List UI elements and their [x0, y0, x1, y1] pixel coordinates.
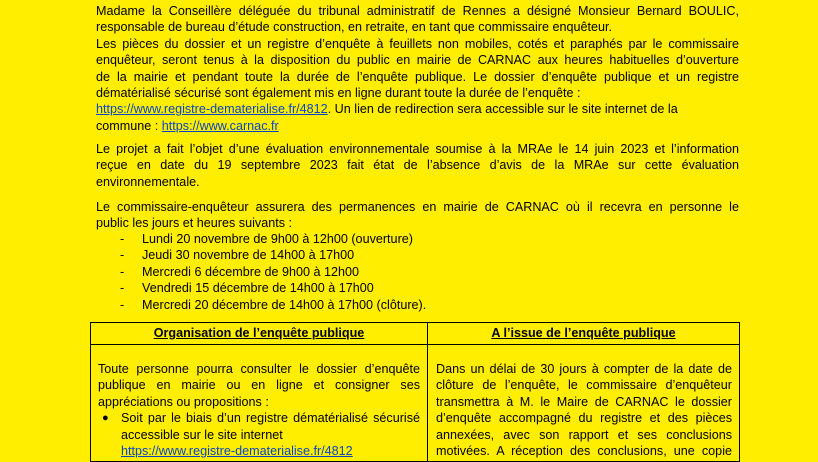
text-line: enquêteur, seront tenus à la disposition du public en mairie de CARNAC aux heures habituelles d’ouverture — [96, 53, 739, 68]
text-line: appréciations ou propositions : — [98, 394, 269, 409]
text-line: Le projet a fait l’objet d’une évaluation environnementale soumise à la MRAe le 14 juin 2023 et l’information — [96, 142, 739, 156]
left-column-header: Organisation de l’enquête publique — [153, 326, 365, 340]
text-fragment: . Un lien de redirection sera accessible sur le site internet de la — [327, 102, 678, 117]
text-line: Le commissaire-enquêteur assurera des permanences en mairie de CARNAC où il recevra en personne le — [96, 200, 739, 214]
text-fragment: commune : — [96, 118, 162, 133]
list-item: - Mercredi 6 décembre de 9h00 à 12h00 — [96, 264, 426, 280]
text-line: Soit par le biais d’un registre dématérialisé sécurisé — [121, 411, 420, 426]
text-line — [96, 118, 739, 134]
list-item: - Lundi 20 novembre de 9h00 à 12h00 (ouverture) — [96, 231, 426, 247]
permanences-paragraph — [96, 199, 739, 232]
text-line: Madame la Conseillère déléguée du tribunal administratif de Rennes a désigné Monsieur Bernard BOULIC, — [96, 4, 739, 18]
text-line: environnementale. — [96, 174, 200, 189]
bullet-item — [98, 410, 420, 459]
info-table — [90, 322, 740, 462]
right-column-header: A l’issue de l’enquête publique — [491, 326, 676, 340]
list-item: - Vendredi 15 décembre de 14h00 à 17h00 — [96, 280, 426, 296]
left-column-content — [98, 361, 420, 459]
text-line: public les jours et heures suivants : — [96, 216, 293, 231]
text-line: dématérialisé sécurisé sont également mis en ligne durant toute la durée de l’enquête : — [96, 86, 581, 101]
bullet-icon: ● — [102, 412, 109, 425]
text-line: Dans un délai de 30 jours à compter de la date de — [436, 362, 732, 376]
text-line: d’enquête accompagné du registre et des pièces — [436, 411, 732, 426]
registre-link[interactable]: https://www.registre-dematerialise.fr/4812 — [121, 444, 353, 459]
text-line: de la mairie et pendant toute la durée de l’enquête publique. Le dossier d’enquête publique et un registre — [96, 69, 739, 84]
text-line — [96, 101, 739, 117]
text-line: reçue en date du 19 septembre 2023 fait état de l’absence d’avis de la MRAe sur cette évaluation — [96, 158, 739, 173]
permanences-list — [96, 231, 426, 313]
text-line: responsable de bureau d’étude construction, en retraite, en tant que commissaire enquêteur. — [96, 20, 612, 35]
right-column-content — [436, 361, 732, 459]
registre-link[interactable]: https://www.registre-dematerialise.fr/4812 — [96, 102, 328, 117]
text-line: accessible sur le site internet — [121, 427, 283, 442]
text-line: motivées. A réception des conclusions, une copie — [436, 444, 732, 459]
mrae-paragraph — [96, 141, 739, 190]
carnac-link[interactable]: https://www.carnac.fr — [161, 118, 279, 133]
text-line: clôture de l’enquête, le commissaire d’enquêteur — [436, 378, 732, 393]
intro-paragraph — [96, 3, 739, 134]
text-line: annexées, avec son rapport et ses conclusions — [436, 427, 732, 442]
text-line: Les pièces du dossier et un registre d’enquête à feuillets non mobiles, cotés et paraphés par le commissaire — [96, 36, 739, 51]
list-item: - Jeudi 30 novembre de 14h00 à 17h00 — [96, 247, 426, 263]
text-line: publique en mairie ou en ligne et consigner ses — [98, 378, 420, 393]
list-item: - Mercredi 20 décembre de 14h00 à 17h00 (clôture). — [96, 297, 426, 313]
header-divider — [91, 344, 739, 345]
text-line: transmettra à M. le Maire de CARNAC le dossier — [436, 394, 732, 409]
text-line: Toute personne pourra consulter le dossier d’enquête — [98, 362, 420, 376]
